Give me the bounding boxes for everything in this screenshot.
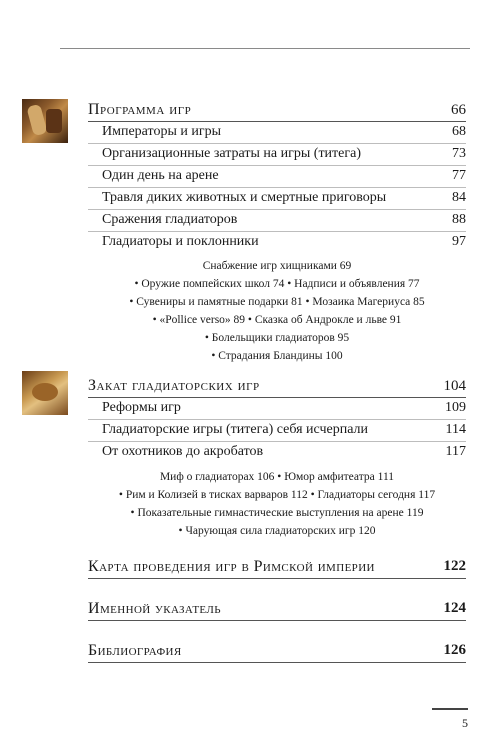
toc-entry-page: 97 <box>452 234 466 249</box>
subtopic-line: • Сувениры и памятные подарки 81 • Мозаика Магериуса 85 <box>129 296 425 308</box>
toc-entry-label: Травля диких животных и смертные приговоры <box>102 190 387 205</box>
toc-entry[interactable] <box>102 234 466 250</box>
toc-entry[interactable] <box>102 168 466 184</box>
entry-rule <box>88 419 466 420</box>
section-title[interactable]: Закат гладиаторских игр <box>88 377 260 394</box>
section-title[interactable]: Именной указатель <box>88 600 221 617</box>
toc-entry-label: Гладиаторские игры (титега) себя исчерпали <box>102 422 369 437</box>
toc-entry[interactable] <box>102 124 466 140</box>
toc-entry-page: 109 <box>445 400 466 415</box>
subtopic-line: • Болельщики гладиаторов 95 <box>204 332 350 344</box>
toc-entry-page: 114 <box>445 422 466 437</box>
toc-entry-page: 68 <box>452 124 466 139</box>
entry-rule <box>88 441 466 442</box>
toc-entry-page: 117 <box>445 444 466 459</box>
toc-entry[interactable] <box>102 400 466 416</box>
section-rule <box>88 662 466 663</box>
section-rule <box>88 578 466 579</box>
entry-rule <box>88 187 466 188</box>
subtopic-line: • Чарующая сила гладиаторских игр 120 <box>178 525 376 537</box>
section-page-number: 104 <box>443 378 466 394</box>
page-number: 5 <box>462 716 468 730</box>
subtopic-line: • Показательные гимнастические выступления на арене 119 <box>130 507 424 519</box>
section-title[interactable]: Программа игр <box>88 101 192 118</box>
entry-rule <box>88 231 466 232</box>
subtopic-line: • «Pollice verso» 89 • Сказка об Андрокле и льве 91 <box>152 314 402 326</box>
section-page-number: 66 <box>451 102 466 118</box>
top-rule <box>60 48 470 49</box>
entry-rule <box>88 209 466 210</box>
toc-entry[interactable] <box>102 212 466 228</box>
subtopic-line: • Страдания Бландины 100 <box>211 350 343 362</box>
footer-rule <box>432 708 468 710</box>
toc-entry-label: Один день на арене <box>102 168 219 183</box>
subtopic-line: Миф о гладиаторах 106 • Юмор амфитеатра 111 <box>159 471 395 483</box>
section-rule <box>88 397 466 398</box>
toc-entry-label: От охотников до акробатов <box>102 444 264 459</box>
toc-entry-label: Гладиаторы и поклонники <box>102 234 259 249</box>
section-page-number: 126 <box>443 642 466 658</box>
section-thumbnail-image <box>22 371 68 415</box>
section-page-number: 124 <box>443 600 466 616</box>
section-rule <box>88 121 466 122</box>
subtopic-line: • Рим и Колизей в тисках варваров 112 • Гладиаторы сегодня 117 <box>118 489 436 501</box>
section-rule <box>88 620 466 621</box>
toc-entry[interactable] <box>102 422 466 438</box>
toc-entry-label: Реформы игр <box>102 400 181 415</box>
toc-entry[interactable] <box>102 190 466 206</box>
section-title[interactable]: Библиография <box>88 642 182 659</box>
toc-entry-label: Императоры и игры <box>102 124 221 139</box>
toc-entry-label: Сражения гладиаторов <box>102 212 238 227</box>
subtopic-line: Снабжение игр хищниками 69 <box>202 260 352 272</box>
section-thumbnail-image <box>22 99 68 143</box>
toc-entry-page: 88 <box>452 212 466 227</box>
toc-entry-page: 84 <box>452 190 466 205</box>
section-page-number: 122 <box>443 558 466 574</box>
section-title[interactable]: Карта проведения игр в Римской империи <box>88 558 375 575</box>
entry-rule <box>88 165 466 166</box>
toc-entry-page: 77 <box>452 168 466 183</box>
toc-entry[interactable] <box>102 444 466 460</box>
toc-entry-page: 73 <box>452 146 466 161</box>
toc-entry[interactable] <box>102 146 466 162</box>
toc-entry-label: Организационные затраты на игры (титега) <box>102 146 361 161</box>
subtopic-line: • Оружие помпейских школ 74 • Надписи и объявления 77 <box>134 278 420 290</box>
entry-rule <box>88 143 466 144</box>
